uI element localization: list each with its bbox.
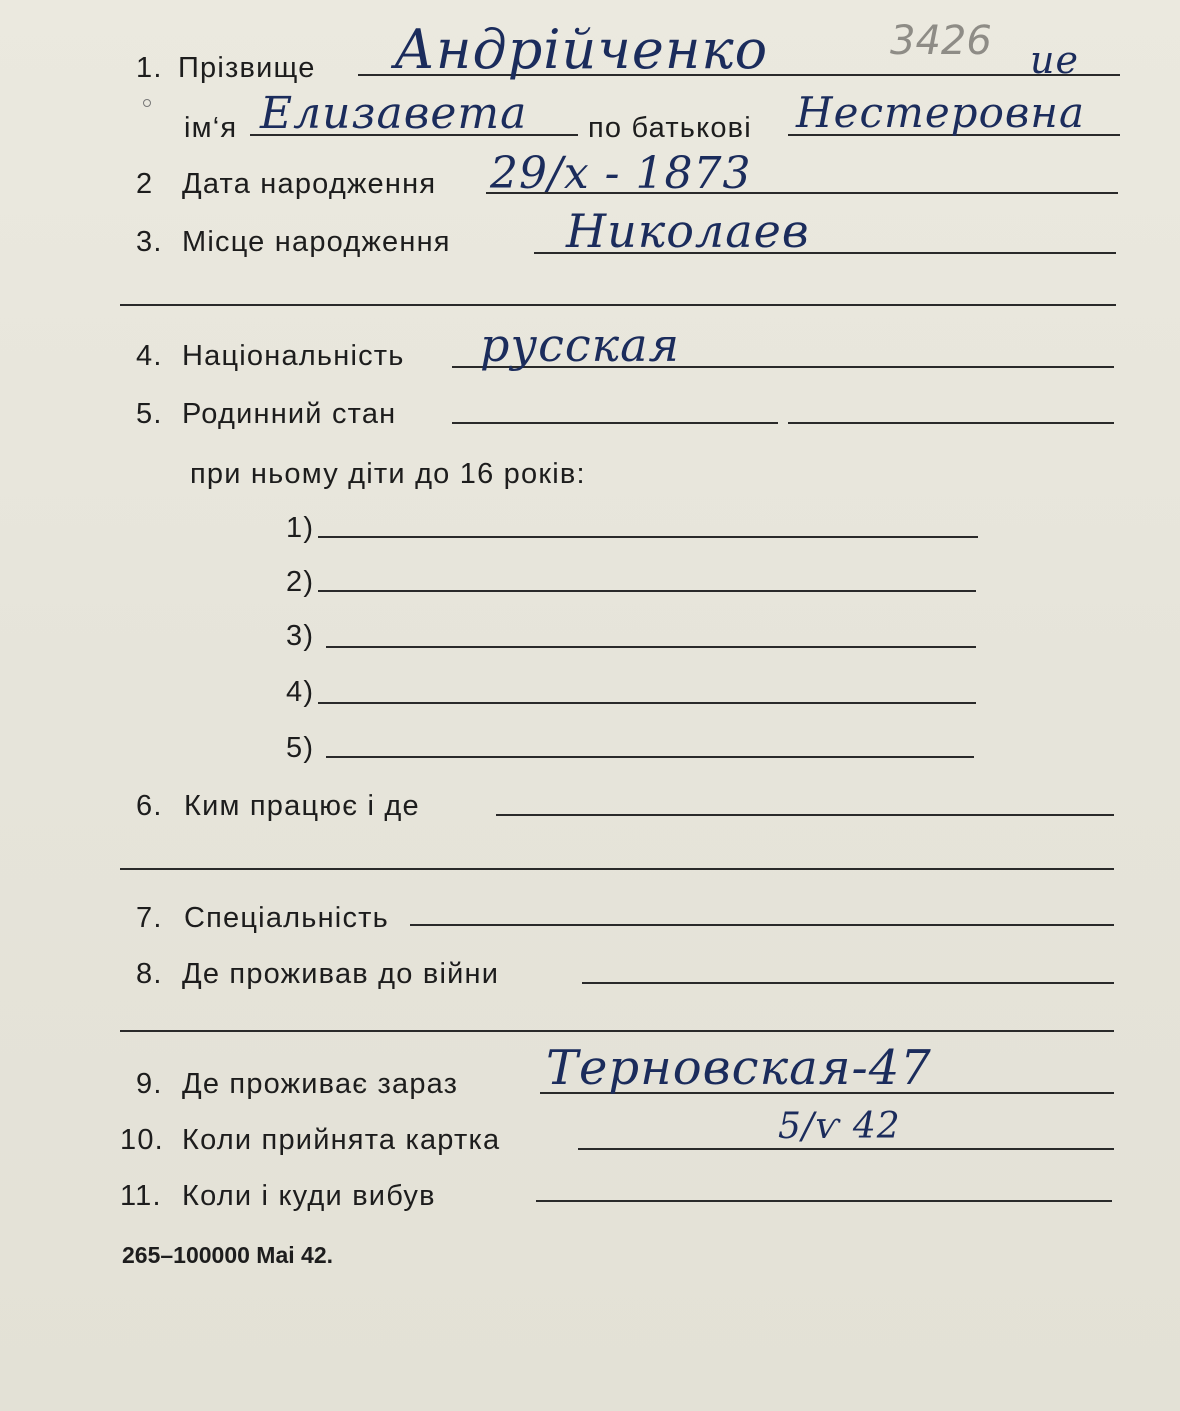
field-current-residence-label: Де проживає зараз (182, 1068, 459, 1100)
field-11-number: 11. (120, 1180, 162, 1212)
pencil-number: 3426 (890, 18, 992, 64)
field-birth-place-line-2 (120, 304, 1116, 306)
print-run-footer: 265–100000 Mai 42. (122, 1242, 334, 1268)
field-marital-status-line-b (788, 422, 1114, 424)
handwritten-surname: Андрійченко (394, 18, 769, 81)
field-7-number: 7. (136, 902, 163, 934)
field-2-number: 2 (136, 168, 154, 200)
child-4-line (318, 702, 976, 704)
field-4-number: 4. (136, 340, 163, 372)
field-3-number: 3. (136, 226, 163, 258)
field-surname-label: Прізвище (178, 52, 316, 84)
handwritten-surname-suffix: ие (1030, 38, 1079, 82)
field-marital-status-line-a (452, 422, 778, 424)
field-card-date-line (578, 1148, 1114, 1150)
field-nationality-label: Національність (182, 340, 405, 372)
child-2-line (318, 590, 976, 592)
field-8-number: 8. (136, 958, 163, 990)
field-specialty-label: Спеціальність (184, 902, 389, 934)
handwritten-birth-place: Николаев (566, 204, 810, 258)
field-departure-label: Коли і куди вибув (182, 1180, 436, 1212)
field-occupation-label: Ким працює і де (184, 790, 420, 822)
handwritten-birth-date: 29/х - 1873 (490, 148, 752, 199)
field-prewar-residence-line-2 (120, 1030, 1114, 1032)
field-birth-date-label: Дата народження (182, 168, 437, 200)
child-1-number: 1) (286, 512, 315, 544)
field-1-number: 1. (136, 52, 163, 84)
field-marital-status-label: Родинний стан (182, 398, 397, 430)
field-children-label: при ньому діти до 16 років: (190, 458, 586, 490)
handwritten-card-date: 5/ѵ 42 (778, 1106, 901, 1147)
child-3-number: 3) (286, 620, 315, 652)
field-9-number: 9. (136, 1068, 163, 1100)
field-10-number: 10. (120, 1124, 164, 1156)
punch-mark (143, 99, 151, 107)
field-occupation-line (496, 814, 1114, 816)
child-3-line (326, 646, 976, 648)
field-patronymic-label: по батькові (588, 112, 752, 144)
field-prewar-residence-line (582, 982, 1114, 984)
child-2-number: 2) (286, 566, 315, 598)
handwritten-address: Терновская-47 (546, 1040, 932, 1096)
field-specialty-line (410, 924, 1114, 926)
field-5-number: 5. (136, 398, 163, 430)
child-4-number: 4) (286, 676, 315, 708)
child-5-line (326, 756, 974, 758)
field-card-date-label: Коли прийнята картка (182, 1124, 501, 1156)
child-1-line (318, 536, 978, 538)
field-6-number: 6. (136, 790, 163, 822)
handwritten-patronymic: Нестеровна (796, 88, 1086, 137)
handwritten-nationality: русская (480, 318, 681, 372)
field-occupation-line-2 (120, 868, 1114, 870)
field-name-label: ім‘я (184, 112, 238, 144)
field-departure-line (536, 1200, 1112, 1202)
field-birth-place-label: Місце народження (182, 226, 451, 258)
handwritten-name: Елизавета (260, 88, 528, 139)
child-5-number: 5) (286, 732, 315, 764)
field-prewar-residence-label: Де проживав до війни (182, 958, 500, 990)
